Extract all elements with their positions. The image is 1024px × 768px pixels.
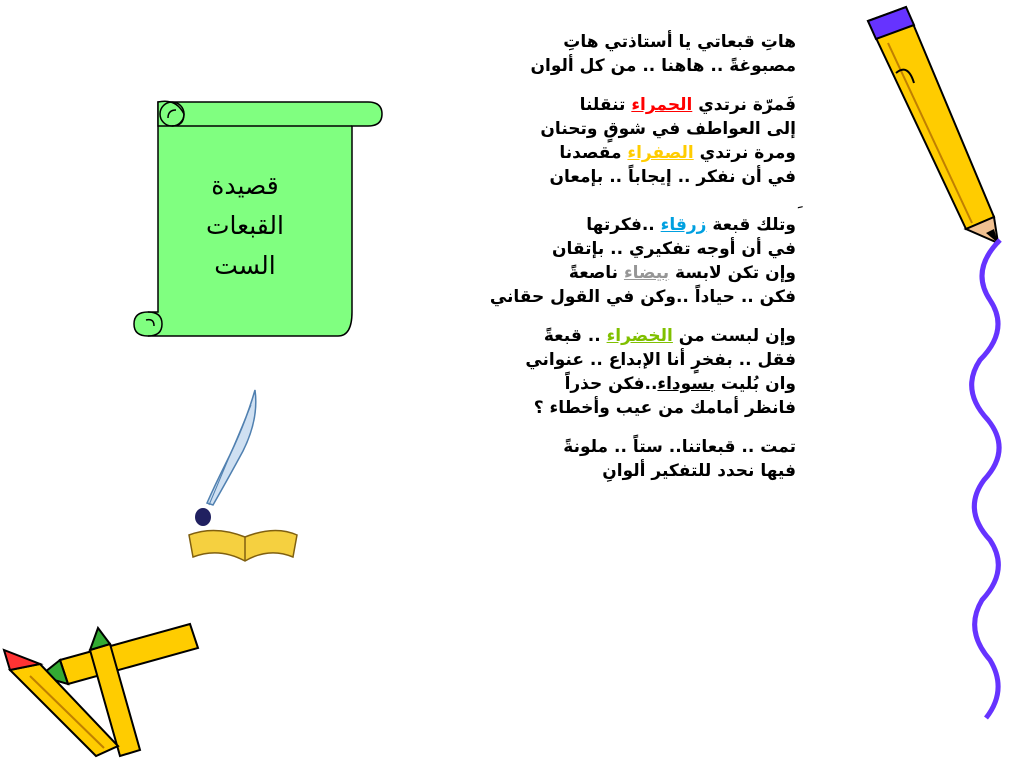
poem-line: هاتِ قبعاتي يا أستاذتي هاتِ [563,32,796,52]
scroll-title-line: الست [214,251,276,280]
poem-line: تمت .. قبعاتنا.. ستاً .. ملونةً [563,437,796,457]
color-word-white: بيضاء [623,263,670,283]
poem-line: إلى العواطف في شوقٍ وتحنان [540,119,796,139]
poem-text: ناصعةً [568,263,624,283]
poem-line [440,213,796,237]
quill-book-icon [185,385,305,570]
poem-line [440,324,796,348]
crayons-icon [0,620,205,760]
squiggle-line [960,240,1020,720]
scroll-title-line: القبعات [206,211,284,240]
scroll-title-line: قصيدة [211,171,279,200]
poem-line: فانظر أمامك من عيب وأخطاء ؟ [533,398,796,418]
poem-line [440,372,796,396]
poem-line [440,141,796,165]
poem-text: ..فكرتها [586,215,661,235]
poem-line: في أن أوجه تفكيري .. بإتقان [551,239,796,259]
pencil-icon [862,3,1002,245]
poem-line: في أن نفكر .. إيجاباً .. بإمعان [549,167,796,187]
color-word-black: بسوداء [657,374,715,394]
poem-text: ..فكن حذراً [564,374,658,394]
poem-line: فيها نحدد للتفكير ألوانِ [602,461,796,481]
poem-line: فقل .. بفخرٍ أنا الإبداع .. عنواني [525,350,796,370]
color-word-blue: زرقاء [660,215,707,235]
color-word-yellow: الصفراء [627,143,694,163]
poem-line [440,261,796,285]
poem-text: .. قبعةً [543,326,607,346]
poem [440,30,796,483]
poem-line [440,189,796,213]
poem-text: ومرة نرتدي [693,143,796,163]
poem-text: وتلك قبعة [706,215,796,235]
scroll-title [180,166,310,286]
poem-text: وإن تكن لابسة [669,263,796,283]
poem-text: مقصدنا [559,143,628,163]
color-word-green: الخضراء [606,326,673,346]
poem-line: مصبوغةً .. هاهنا .. من كل ألوان [530,56,796,76]
poem-text: فَمرّة نرتدي [692,95,796,115]
poem-line [440,93,796,117]
poem-text: وان بُليت [715,374,796,394]
poem-text: وإن لبست من [672,326,796,346]
poem-line: فكن .. حياداً ..وكن في القول حقاني [489,287,796,307]
color-word-red: الحمراء [631,95,693,115]
poem-text: تنقلنا [579,95,632,115]
